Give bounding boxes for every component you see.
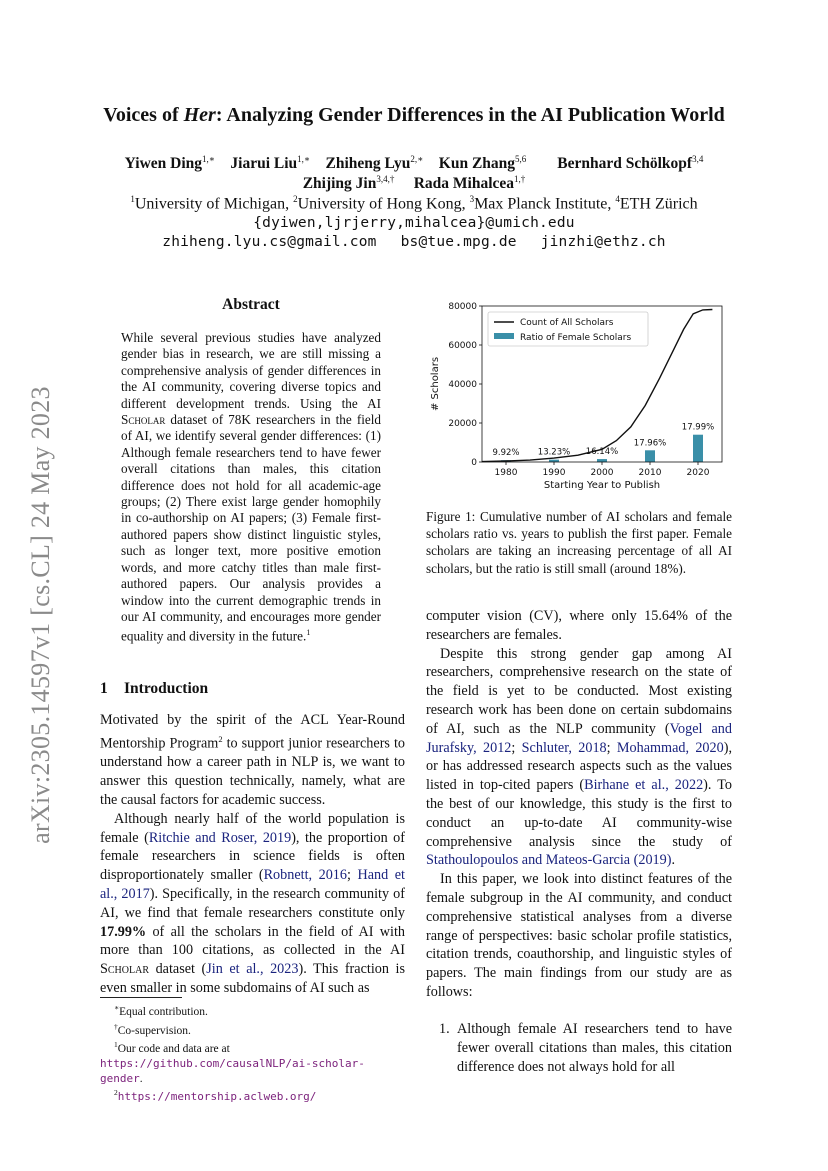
y-tick-label: 20000 [448, 419, 477, 429]
bar-label: 13.23% [537, 447, 571, 458]
citation-link[interactable]: Vogel and Jurafsky, 2012 [426, 720, 732, 756]
citation-link[interactable]: Hand et al., 2017 [100, 867, 405, 902]
x-tick-label: 2000 [590, 468, 614, 478]
citation-link[interactable]: Jin et al., 2023 [206, 961, 299, 978]
x-axis-label: Starting Year to Publish [543, 480, 661, 491]
paragraph: Although nearly half of the world population is female (Ritchie and Roser, 2019), the proportion of female researchers in science fields is often disproportionately smaller (Robnett, 2016; Hand et al., 2017). Specifically, in the research community of AI, we find that female researchers constitute only 17.99% of all the scholars in the field of AI with more than 100 citations, as collected in the AI Scholar dataset (Jin et al., 2023). This fraction is even smaller in some subdomains of AI such as [100, 810, 405, 996]
footnote: ∗Equal contribution. [114, 1003, 208, 1018]
figure-1-chart [422, 298, 732, 498]
y-tick-label: 0 [471, 458, 477, 468]
bar-label: 16.14% [585, 447, 619, 458]
arxiv-sidebar [18, 355, 64, 875]
paragraph: Despite this strong gender gap among AI researchers, comprehensive research on the state of the field is yet to be conducted. Most existing research work has been done on certain subdomains of AI, such as the NLP community (Vogel and Jurafsky, 2012; Schluter, 2018; Mohammad, 2020), or has addressed research aspects such as the values listed in top-cited papers (Birhane et al., 2022). To the best of our knowledge, this study is the first to conduct an up-to-date AI community-wise comprehensive analysis since the study of Stathoulopoulos and Mateos-Garcia (2019). [426, 645, 733, 869]
authors-line-2 [0, 174, 828, 193]
figure-caption: Figure 1: Cumulative number of AI scholars and female scholars ratio vs. years to publish the first paper. Female scholars are taking an increasing percentage of all AI scholars, but the ratio is still small (around 18%). [426, 509, 732, 576]
x-tick-label: 1990 [542, 468, 566, 478]
paragraph: In this paper, we look into distinct features of the female subgroup in the AI community, and conduct comprehensive statistical analyses from a diverse range of perspectives: basic scholar profile statistics, citation trends, coauthorship, and linguistic styles of papers. The main findings from our study are as follows: [426, 871, 732, 1000]
y-tick-label: 80000 [448, 302, 477, 312]
section-heading-introduction: 1 Introduction [100, 680, 209, 697]
mentorship-url-link[interactable]: https://mentorship.aclweb.org/ [117, 1090, 317, 1104]
x-tick-label: 1980 [494, 468, 518, 478]
arxiv-identifier: arXiv:2305.14597v1 [cs.CL] 24 May 2023 [26, 386, 55, 844]
citation-link[interactable]: Stathoulopoulos and Mateos-Garcia (2019) [426, 852, 672, 869]
author: Rada Mihalcea$^{1,\dagger}$ [413, 174, 526, 193]
bar-label: 17.96% [633, 438, 667, 449]
x-tick-label: 2020 [686, 468, 710, 478]
citation-link[interactable]: Mohammad, 2020 [616, 739, 724, 756]
author: Bernhard Schölkopf$^{3,4}$ [557, 154, 704, 173]
bar [693, 435, 703, 462]
y-tick-label: 60000 [448, 341, 477, 351]
author: Zhijing Jin$^{3,4,\dagger}$ [302, 174, 395, 193]
bar-label: 17.99% [681, 422, 715, 433]
y-tick-label: 40000 [448, 380, 477, 390]
citation-link[interactable]: Birhane et al., 2022 [584, 777, 704, 794]
paragraph: computer vision (CV), where only 15.64% of the researchers are females. [426, 608, 732, 643]
x-tick-label: 2010 [638, 468, 662, 478]
footnotes [100, 1001, 405, 1105]
abstract-text: While several previous studies have analyzed gender bias in research, we are still missing a comprehensive analysis of gender differences in the AI community, covering diverse topics and different development trends. Using the AI Scholar dataset of 78K researchers in the field of AI, we identify several gender differences: (1) Although female researchers tend to have fewer overall citations than males, this citation difference does not hold for all academic-age groups; (2) There exist large gender homophily in co-authorship on AI papers; (3) Female first-authored papers show distinct linguistic styles, such as longer text, more positive emotion words, and more catchy titles than male first-authored papers. Our analysis provides a window into the current demographic trends in our AI community, and encourages more gender equality and diversity in the future.$^1$ [121, 330, 381, 644]
paragraph: Motivated by the spirit of the ACL Year-Round Mentorship Program$^2$ to support junior researchers to understand how a career path in NLP is, we want to answer this question technically, namely, what are the causal factors for academic success. [100, 712, 405, 808]
abstract-heading: Abstract [222, 296, 280, 313]
y-axis-label: # Scholars [430, 356, 441, 412]
bar-label: 9.92% [492, 448, 520, 459]
legend-label: Ratio of Female Scholars [520, 333, 632, 343]
authors-line-1 [0, 154, 828, 173]
legend-label: Count of All Scholars [520, 318, 614, 328]
list-item: Although female AI researchers tend to have fewer overall citations than males, this citation difference does not always hold for all [457, 1021, 732, 1075]
right-column-body [426, 607, 732, 1002]
list-item-number: 1. [439, 1021, 450, 1037]
left-column-body [100, 711, 405, 998]
author: Zhiheng Lyu$^{2,∗}$ [325, 154, 424, 173]
findings-list [426, 1020, 732, 1076]
code-url-link[interactable]: https://github.com/causalNLP/ai-scholar-gender [100, 1056, 365, 1085]
footnote: $^1$Our code and data are at https://github.com/causalNLP/ai-scholar-gender. [100, 1040, 365, 1085]
citation-link[interactable]: Schluter, 2018 [521, 739, 607, 756]
citation-link[interactable]: Robnett, 2016 [263, 867, 347, 884]
author: Kun Zhang$^{5,6}$ [438, 154, 527, 173]
footnote: †Co-supervision. [114, 1021, 191, 1037]
footnote-rule [100, 997, 182, 998]
citation-link[interactable]: Ritchie and Roser, 2019 [148, 829, 292, 846]
affiliations: $^1$University of Michigan, $^2$University of Hong Kong, $^3$Max Planck Institute, $^4$ETH Zürich [130, 194, 698, 213]
paper-title: Voices of Her: Analyzing Gender Differences in the AI Publication World [103, 104, 725, 126]
author: Jiarui Liu$^{1,∗}$ [230, 154, 311, 173]
author: Yiwen Ding$^{1,∗}$ [124, 154, 215, 173]
email-line-2: zhiheng.lyu.cs@gmail.com bs@tue.mpg.de jinzhi@ethz.ch [162, 234, 666, 250]
bar [645, 450, 655, 462]
legend-bar-swatch [494, 333, 514, 339]
bar [597, 459, 607, 462]
email-line-1: {dyiwen,ljrjerry,mihalcea}@umich.edu [253, 215, 575, 231]
footnote: $^2$https://mentorship.aclweb.org/ [114, 1088, 317, 1104]
